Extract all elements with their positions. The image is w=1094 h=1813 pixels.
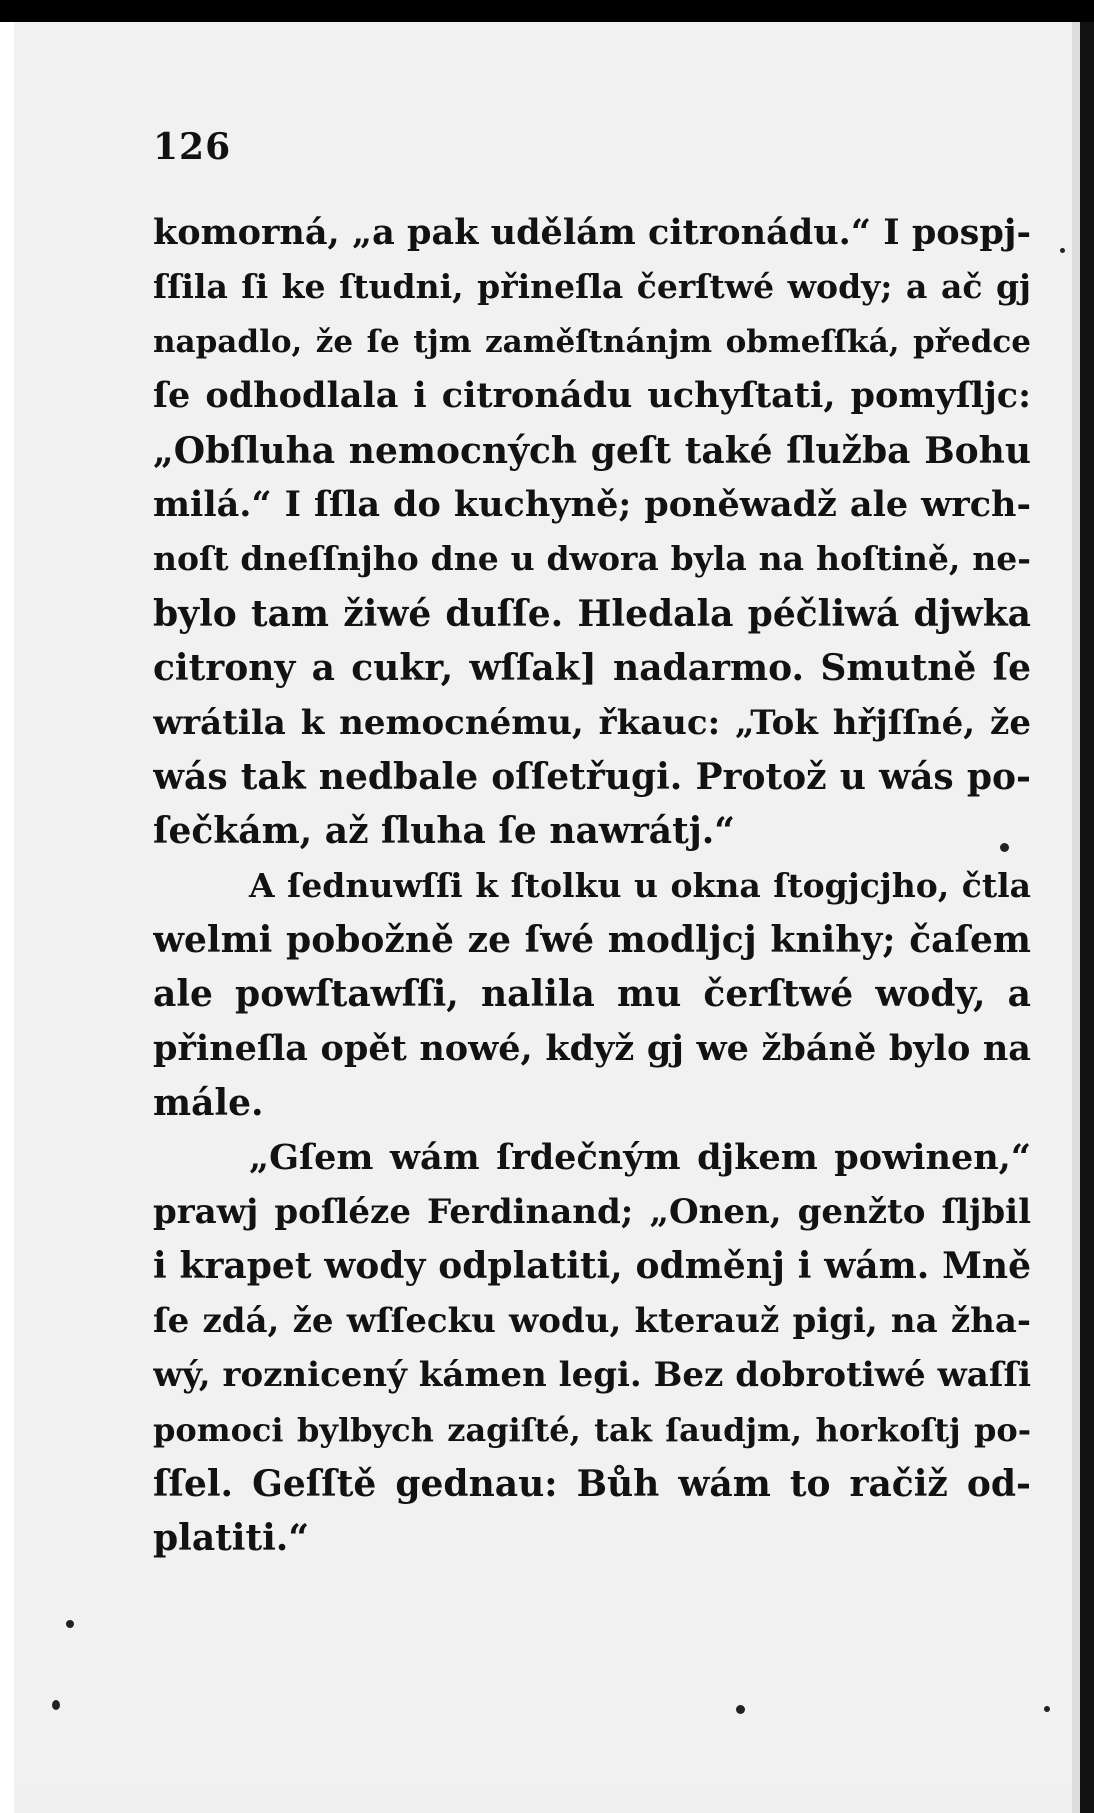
body-text	[153, 206, 1031, 1566]
text-line: noſt dneſſnjho dne u dwora byla na hoſtině, ne-	[153, 539, 1031, 579]
scan-speck	[52, 1700, 60, 1710]
scan-speck	[1044, 1706, 1050, 1712]
text-line: wrátila k nemocnému, řkauc: „Tok hřjſſné, že	[153, 702, 1031, 743]
text-line: napadlo, že ſe tjm zaměſtnánjm obmeſſká, předce	[153, 323, 1031, 360]
text-line: platiti.“	[153, 1517, 310, 1560]
scan-speck	[1060, 248, 1065, 253]
text-line: citrony a cukr, wſſak] nadarmo. Smutně ſe	[153, 647, 1031, 690]
scan-speck	[1000, 843, 1009, 852]
page-number: 126	[153, 126, 232, 168]
text-line: wás tak nedbale oſſetřugi. Protož u wás po-	[153, 755, 1031, 798]
text-line: ſe odhodlala i citronádu uchyſtati, pomyſljc:	[153, 375, 1031, 417]
text-line: ſſila ſi ke ſtudni, přineſla čerſtwé wody; a ač gj	[153, 267, 1031, 307]
page-gutter	[1072, 22, 1080, 1813]
scan-speck	[66, 1620, 74, 1628]
text-line: „Obſluha nemocných geſt také ſlužba Bohu	[153, 429, 1031, 472]
page-left-margin	[0, 22, 14, 1813]
text-line: komorná, „a pak udělám citronádu.“ I pospj-	[153, 212, 1031, 253]
scan-speck	[736, 1705, 745, 1714]
text-line: pomoci bylbych zagiſté, tak ſaudjm, horkoſtj po-	[153, 1410, 1031, 1449]
scan-dark-edge	[1080, 22, 1094, 1813]
text-line: přineſla opět nowé, když gj we žbáně bylo na	[153, 1027, 1031, 1069]
text-line: ale powſtawſſi, nalila mu čerſtwé wody, a	[153, 973, 1031, 1016]
text-line: „Gſem wám ſrdečným djkem powinen,“	[249, 1136, 1031, 1178]
text-line: ſe zdá, že wſſecku wodu, kterauž pigi, na žha-	[153, 1300, 1031, 1341]
text-line: prawj poſléze Ferdinand; „Onen, genžto ſljbil	[153, 1192, 1031, 1233]
text-line: A ſednuwſſi k ſtolku u okna ſtogjcjho, čtla	[249, 865, 1031, 905]
text-line: milá.“ I ſſla do kuchyně; poněwadž ale wrch-	[153, 483, 1031, 525]
text-line: ſſel. Geſſtě gednau: Bůh wám to račiž od-	[153, 1462, 1031, 1505]
text-line: wý, roznicený kámen legi. Bez dobrotiwé waſſi	[153, 1355, 1031, 1396]
text-line: ſečkám, až ſluha ſe nawrátj.“	[153, 810, 736, 853]
text-line: i krapet wody odplatiti, odměnj i wám. Mně	[153, 1245, 1031, 1288]
text-line: mále.	[153, 1082, 264, 1125]
text-line: welmi pobožně ze ſwé modljcj knihy; čaſem	[153, 919, 1031, 962]
text-line: bylo tam žiwé duſſe. Hledala péčliwá djwka	[153, 592, 1031, 635]
